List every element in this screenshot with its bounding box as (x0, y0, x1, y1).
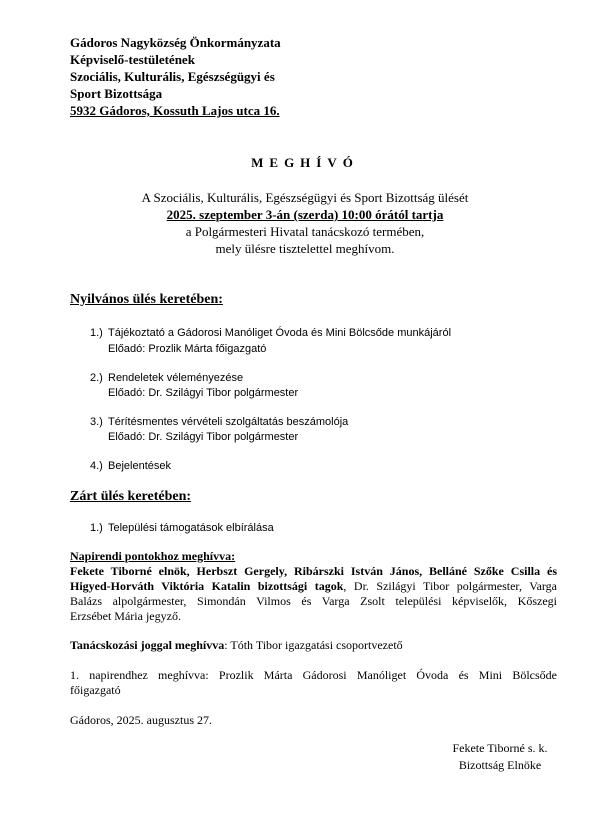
invited-line-4: Erzsébet Mária jegyző. (70, 609, 181, 623)
header-committee-line1: Szociális, Kulturális, Egészségügyi és (70, 69, 275, 84)
agenda-item-number: 2.) (90, 372, 103, 384)
agenda-item-title: Rendeletek véleményezése (108, 372, 244, 384)
signatory-role: Bizottság Elnöke (458, 758, 542, 772)
agenda-invite-line-1: 1. napirendhez meghívva: Prozlik Márta Gádorosi Manóliget Óvoda és Mini Bölcsőde (70, 668, 557, 682)
signatory-name: Fekete Tiborné s. k. (452, 741, 548, 755)
agenda-item-number: 1.) (90, 327, 103, 339)
agenda-item-presenter: Előadó: Prozlik Márta főigazgató (108, 343, 267, 355)
agenda-item-presenter: Előadó: Dr. Szilágyi Tibor polgármester (108, 387, 299, 399)
closed-item-title: Települési támogatások elbírálása (108, 522, 274, 534)
invited-line-1 (70, 564, 557, 579)
advisory-label: Tanácskozási joggal meghívva (70, 638, 225, 652)
agenda-item-number: 4.) (90, 460, 103, 472)
invited-line-2-rest: , Dr. Szilágyi Tibor polgármester, Varga (343, 579, 558, 593)
agenda-invite-line-2: főigazgató (70, 683, 121, 697)
invited-line-2 (70, 579, 557, 594)
header-org-name: Gádoros Nagyközség Önkormányzata (70, 35, 281, 50)
intro-line-4: mely ülésre tisztelettel meghívom. (215, 241, 395, 256)
header-committee-line2: Sport Bizottsága (70, 86, 163, 101)
agenda-item-presenter: Előadó: Dr. Szilágyi Tibor polgármester (108, 431, 299, 443)
invited-members-bold: Fekete Tiborné elnök, Herbszt Gergely, Ribárszki István János, Belláné Szőke Csilla és (70, 564, 557, 578)
intro-line-1: A Szociális, Kulturális, Egészségügyi és Sport Bizottság ülését (141, 190, 469, 205)
invited-heading: Napirendi pontokhoz meghívva: (70, 549, 236, 563)
advisory-text: : Tóth Tibor igazgatási csoportvezető (224, 638, 403, 652)
closed-item-number: 1.) (90, 522, 103, 534)
intro-line-3: a Polgármesteri Hivatal tanácskozó termében, (185, 224, 425, 239)
advisory-line (70, 638, 403, 653)
agenda-item-number: 3.) (90, 416, 103, 428)
invited-members-bold-2: Higyed-Horváth Viktória Katalin bizottsági tagok (70, 579, 344, 593)
header-body-name: Képviselő-testületének (70, 52, 195, 67)
agenda-item-title: Bejelentések (108, 460, 171, 472)
agenda-item-title: Térítésmentes vérvételi szolgáltatás beszámolója (108, 416, 349, 428)
public-section-heading: Nyilvános ülés keretében: (70, 292, 223, 307)
place-date: Gádoros, 2025. augusztus 27. (70, 713, 212, 727)
agenda-item-title: Tájékoztató a Gádorosi Manóliget Óvoda és Mini Bölcsőde munkájáról (108, 327, 452, 339)
closed-section-heading: Zárt ülés keretében: (70, 489, 192, 504)
document-title: MEGHÍVÓ (251, 155, 359, 170)
invited-line-3: Balázs alpolgármester, Simondán Vilmos és Varga Zsolt települési képviselők, Kőszegi (70, 594, 557, 608)
header-address: 5932 Gádoros, Kossuth Lajos utca 16. (70, 103, 280, 118)
meeting-date: 2025. szeptember 3-án (szerda) 10:00 órától tartja (166, 207, 444, 222)
